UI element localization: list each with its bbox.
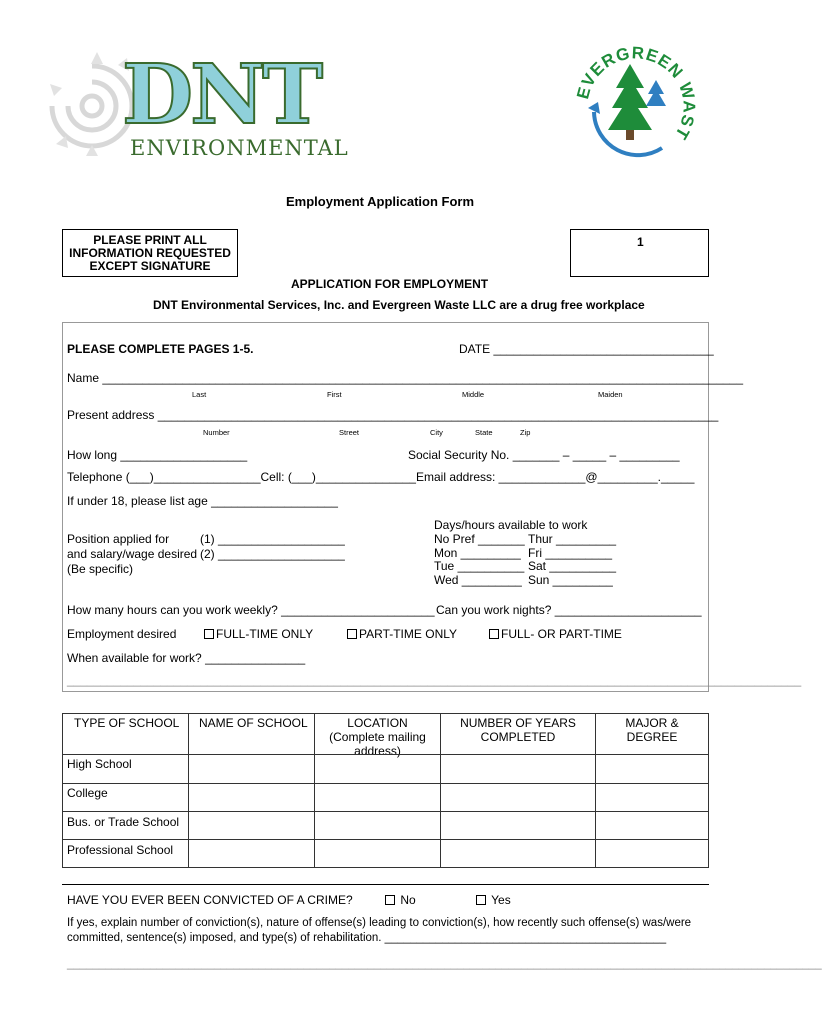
checkbox-icon bbox=[476, 895, 486, 905]
crime-yes-option[interactable]: Yes bbox=[476, 893, 511, 907]
evergreen-logo bbox=[570, 30, 702, 164]
employment-desired-label: Employment desired bbox=[67, 627, 177, 641]
dnt-logo bbox=[42, 44, 349, 170]
full-or-part-option[interactable]: FULL- OR PART-TIME bbox=[489, 627, 622, 641]
name-sub-maiden: Maiden bbox=[598, 390, 623, 399]
page-number-box bbox=[570, 229, 709, 277]
print-note-line: INFORMATION REQUESTED bbox=[69, 246, 231, 260]
table-header: MAJOR & DEGREE bbox=[625, 716, 679, 744]
divider bbox=[62, 884, 709, 885]
dnt-logo-text: DNT bbox=[122, 47, 321, 143]
hours-weekly-field[interactable]: How many hours can you work weekly? _______________________ bbox=[67, 603, 435, 617]
form-title: Employment Application Form bbox=[286, 194, 475, 209]
tree-icon bbox=[608, 64, 666, 140]
print-note-line: PLEASE PRINT ALL bbox=[93, 233, 207, 247]
nights-field[interactable]: Can you work nights? ______________________ bbox=[436, 603, 702, 617]
position-field-2[interactable]: (2) ___________________ bbox=[200, 547, 345, 561]
row-label: Professional School bbox=[67, 843, 174, 857]
address-sub-street: Street bbox=[339, 428, 360, 437]
name-sub-last: Last bbox=[192, 390, 207, 399]
address-sub-state: State bbox=[475, 428, 493, 437]
address-sub-city: City bbox=[430, 428, 443, 437]
position-label: Position applied for and salary/wage desired (Be specific) bbox=[67, 532, 198, 576]
row-label: College bbox=[67, 786, 108, 800]
full-time-option[interactable]: FULL-TIME ONLY bbox=[204, 627, 313, 641]
crime-extra-line[interactable]: ______________________________________________________________________________________________________________________ bbox=[67, 958, 822, 970]
row-label: Bus. or Trade School bbox=[67, 815, 180, 829]
checkbox-icon bbox=[385, 895, 395, 905]
application-heading: APPLICATION FOR EMPLOYMENT bbox=[291, 277, 489, 291]
crime-no-option[interactable]: No bbox=[385, 893, 416, 907]
checkbox-icon bbox=[489, 629, 499, 639]
table-header: LOCATION (Complete mailing address) bbox=[329, 716, 426, 758]
ssn-field[interactable]: Social Security No. _______ – _____ – _________ bbox=[408, 448, 680, 462]
drug-free-statement: DNT Environmental Services, Inc. and Evergreen Waste LLC are a drug free workplace bbox=[153, 298, 645, 312]
table-header: NAME OF SCHOOL bbox=[199, 716, 308, 730]
checkbox-icon bbox=[204, 629, 214, 639]
complete-pages-note: PLEASE COMPLETE PAGES 1-5. bbox=[67, 342, 254, 356]
table-header: NUMBER OF YEARS COMPLETED bbox=[460, 716, 576, 744]
evergreen-logo-text: EVERGREEN WAST bbox=[573, 43, 699, 144]
under-18-field[interactable]: If under 18, please list age ___________________ bbox=[67, 494, 338, 508]
address-sub-zip: Zip bbox=[520, 428, 531, 437]
table-header: TYPE OF SCHOOL bbox=[74, 716, 180, 730]
name-sub-first: First bbox=[327, 390, 342, 399]
print-note-box bbox=[62, 229, 238, 277]
how-long-field[interactable]: How long ___________________ bbox=[67, 448, 248, 462]
crime-explain-line2[interactable]: committed, sentence(s) imposed, and type(s) of rehabilitation. ____________________________________________ bbox=[67, 932, 667, 944]
part-time-option[interactable]: PART-TIME ONLY bbox=[347, 627, 457, 641]
extra-line[interactable]: ______________________________________________________________________________________________________________ bbox=[67, 673, 802, 687]
telephone-field[interactable]: Telephone (___)________________Cell: (___)_______________Email address: _____________@_________._____ bbox=[67, 470, 695, 484]
position-field-1[interactable]: (1) ___________________ bbox=[200, 532, 345, 546]
crime-question: HAVE YOU EVER BEEN CONVICTED OF A CRIME? bbox=[67, 893, 353, 907]
name-field[interactable]: Name ________________________________________________________________________________________________ bbox=[67, 371, 744, 385]
crime-explain-line1: If yes, explain number of conviction(s), nature of offense(s) leading to conviction(s), how recently such offense(s) was/were bbox=[67, 917, 692, 929]
when-available-field[interactable]: When available for work? _______________ bbox=[67, 651, 306, 665]
page-number: 1 bbox=[637, 235, 644, 249]
date-field[interactable]: DATE _________________________________ bbox=[459, 342, 714, 356]
days-available-title: Days/hours available to work bbox=[434, 518, 588, 532]
dnt-logo-subtext: ENVIRONMENTAL bbox=[130, 136, 349, 160]
name-sub-middle: Middle bbox=[462, 390, 485, 399]
print-note-line: EXCEPT SIGNATURE bbox=[89, 259, 211, 273]
address-sub-number: Number bbox=[203, 428, 230, 437]
row-label: High School bbox=[67, 757, 132, 771]
checkbox-icon bbox=[347, 629, 357, 639]
address-field[interactable]: Present address ____________________________________________________________________________________ bbox=[67, 408, 719, 422]
